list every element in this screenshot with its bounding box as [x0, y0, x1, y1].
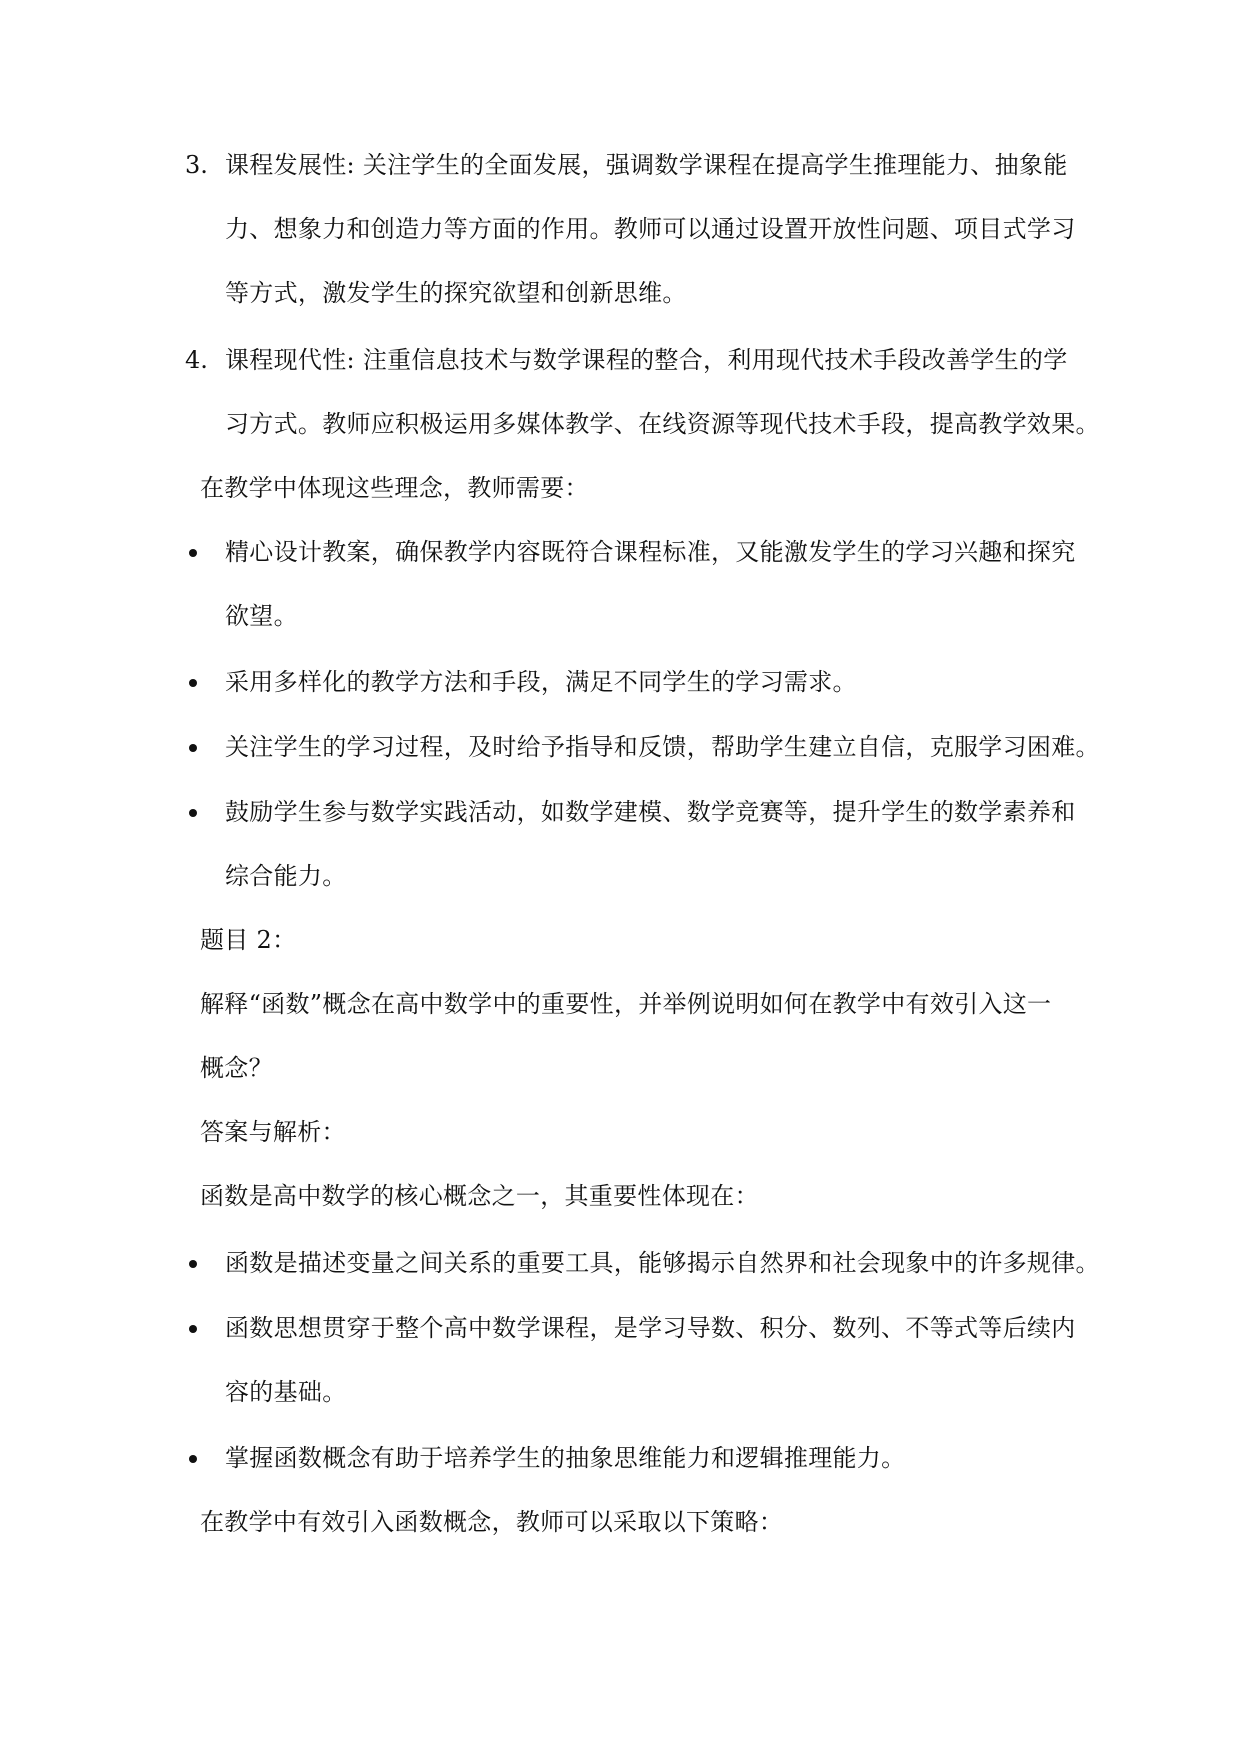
- question-text: 概念？: [200, 1054, 273, 1082]
- bullet-text: 关注学生的学习过程，及时给予指导和反馈，帮助学生建立自信，克服学习困难。: [225, 733, 1100, 761]
- bullet-text: 容的基础。: [225, 1378, 347, 1406]
- bullet-icon: [189, 1455, 197, 1463]
- question-label: 题目 2：: [200, 926, 297, 954]
- text-line: 等方式，激发学生的探究欲望和创新思维。: [225, 279, 687, 307]
- bullet-text: 函数思想贯穿于整个高中数学课程，是学习导数、积分、数列、不等式等后续内: [225, 1314, 1076, 1342]
- bullet-icon: [189, 1260, 197, 1268]
- list-number: 3.: [185, 151, 208, 179]
- bullet-text: 欲望。: [225, 602, 298, 630]
- text-line: 课程发展性: 关注学生的全面发展，强调数学课程在提高学生推理能力、抽象能: [225, 151, 1068, 179]
- bullet-text: 函数是描述变量之间关系的重要工具，能够揭示自然界和社会现象中的许多规律。: [225, 1249, 1100, 1277]
- paragraph: 函数是高中数学的核心概念之一，其重要性体现在：: [200, 1182, 759, 1210]
- bullet-icon: [189, 1325, 197, 1333]
- text-line: 课程现代性: 注重信息技术与数学课程的整合，利用现代技术手段改善学生的学: [225, 346, 1068, 374]
- bullet-text: 采用多样化的教学方法和手段，满足不同学生的学习需求。: [225, 668, 857, 696]
- text-line: 力、想象力和创造力等方面的作用。教师可以通过设置开放性问题、项目式学习: [225, 215, 1076, 243]
- paragraph: 在教学中体现这些理念，教师需要：: [200, 474, 589, 502]
- bullet-icon: [189, 679, 197, 687]
- bullet-text: 掌握函数概念有助于培养学生的抽象思维能力和逻辑推理能力。: [225, 1444, 906, 1472]
- bullet-icon: [189, 549, 197, 557]
- text-line: 习方式。教师应积极运用多媒体教学、在线资源等现代技术手段，提高教学效果。: [225, 410, 1100, 438]
- bullet-icon: [189, 744, 197, 752]
- list-number: 4.: [185, 346, 208, 374]
- bullet-icon: [189, 809, 197, 817]
- bullet-text: 精心设计教案，确保教学内容既符合课程标准，又能激发学生的学习兴趣和探究: [225, 538, 1076, 566]
- paragraph: 在教学中有效引入函数概念，教师可以采取以下策略：: [200, 1508, 784, 1536]
- answer-label: 答案与解析：: [200, 1118, 346, 1146]
- bullet-text: 综合能力。: [225, 862, 347, 890]
- bullet-text: 鼓励学生参与数学实践活动，如数学建模、数学竞赛等，提升学生的数学素养和: [225, 798, 1076, 826]
- question-text: 解释“函数”概念在高中数学中的重要性，并举例说明如何在教学中有效引入这一: [200, 990, 1052, 1018]
